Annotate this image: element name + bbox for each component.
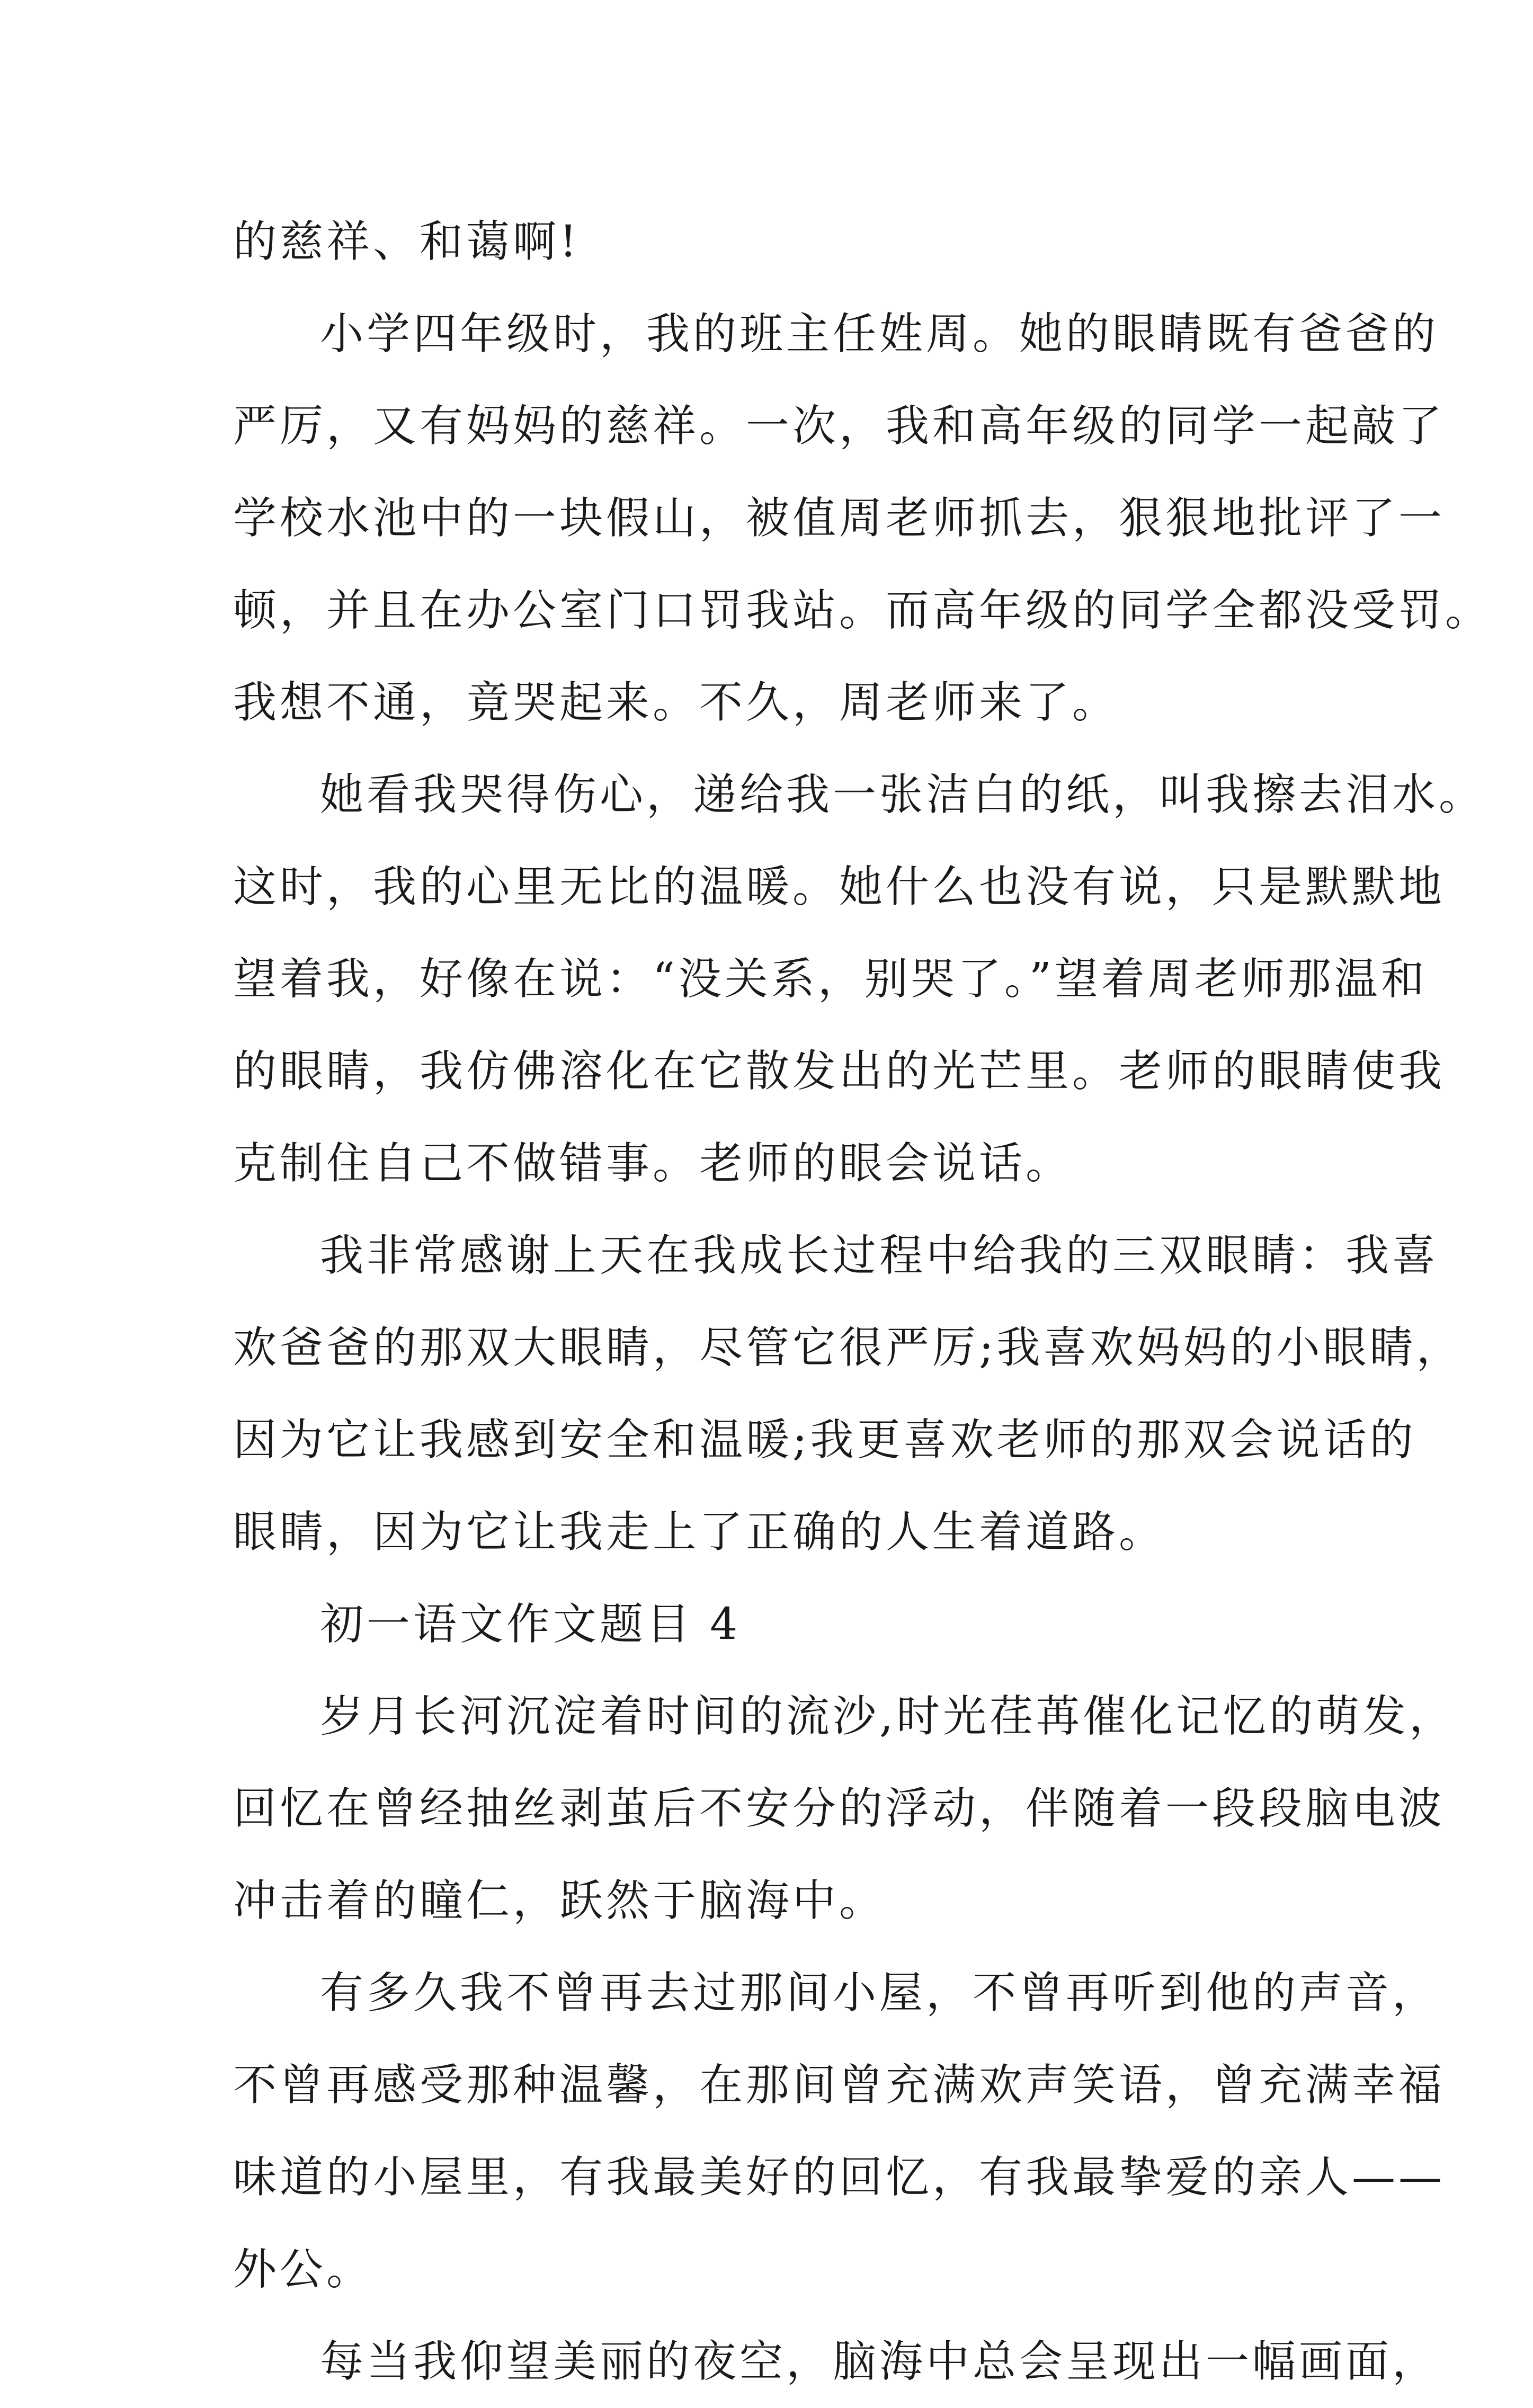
paragraph-start-line: 她看我哭得伤心，递给我一张洁白的纸，叫我擦去泪水。 <box>320 770 1486 820</box>
paragraph-start-line: 小学四年级时，我的班主任姓周。她的眼睛既有爸爸的 <box>320 309 1439 359</box>
text-line: 味道的小屋里，有我最美好的回忆，有我最挚爱的亲人—— <box>233 2152 1446 2202</box>
text-line: 的慈祥、和蔼啊! <box>233 217 580 267</box>
text-line: 严厉，又有妈妈的慈祥。一次，我和高年级的同学一起敲了 <box>233 401 1446 451</box>
document-body <box>233 196 1492 2408</box>
paragraph-start-line: 每当我仰望美丽的夜空，脑海中总会呈现出一幅画面， <box>320 2336 1439 2387</box>
text-line: 学校水池中的一块假山，被值周老师抓去，狠狠地批评了一 <box>233 493 1446 543</box>
text-line: 这时，我的心里无比的温暖。她什么也没有说，只是默默地 <box>233 862 1446 912</box>
paragraph-start-line: 有多久我不曾再去过那间小屋，不曾再听到他的声音， <box>320 1968 1439 2018</box>
text-line: 回忆在曾经抽丝剥茧后不安分的浮动，伴随着一段段脑电波 <box>233 1783 1446 1834</box>
text-line: 我想不通，竟哭起来。不久，周老师来了。 <box>233 677 1119 728</box>
text-line: 望着我，好像在说：“没关系，别哭了。”望着周老师那温和 <box>233 954 1428 1004</box>
text-line: 冲击着的瞳仁，跃然于脑海中。 <box>233 1876 886 1926</box>
text-line: 眼睛，因为它让我走上了正确的人生着道路。 <box>233 1507 1166 1557</box>
text-line: 欢爸爸的那双大眼睛，尽管它很严厉;我喜欢妈妈的小眼睛， <box>233 1323 1463 1373</box>
paragraph-start-line: 我非常感谢上天在我成长过程中给我的三双眼睛：我喜 <box>320 1230 1439 1281</box>
text-line: 的眼睛，我仿佛溶化在它散发出的光芒里。老师的眼睛使我 <box>233 1046 1446 1096</box>
text-line: 不曾再感受那种温馨，在那间曾充满欢声笑语，曾充满幸福 <box>233 2060 1446 2110</box>
text-line: 顿，并且在办公室门口罚我站。而高年级的同学全都没受罚。 <box>233 585 1492 636</box>
paragraph-start-line: 岁月长河沉淀着时间的流沙,时光荏苒催化记忆的萌发， <box>320 1691 1456 1742</box>
text-line: 因为它让我感到安全和温暖;我更喜欢老师的那双会说话的 <box>233 1415 1416 1465</box>
text-line: 克制住自己不做错事。老师的眼会说话。 <box>233 1138 1073 1189</box>
section-heading: 初一语文作文题目 4 <box>320 1599 741 1649</box>
text-line: 外公。 <box>233 2244 373 2295</box>
